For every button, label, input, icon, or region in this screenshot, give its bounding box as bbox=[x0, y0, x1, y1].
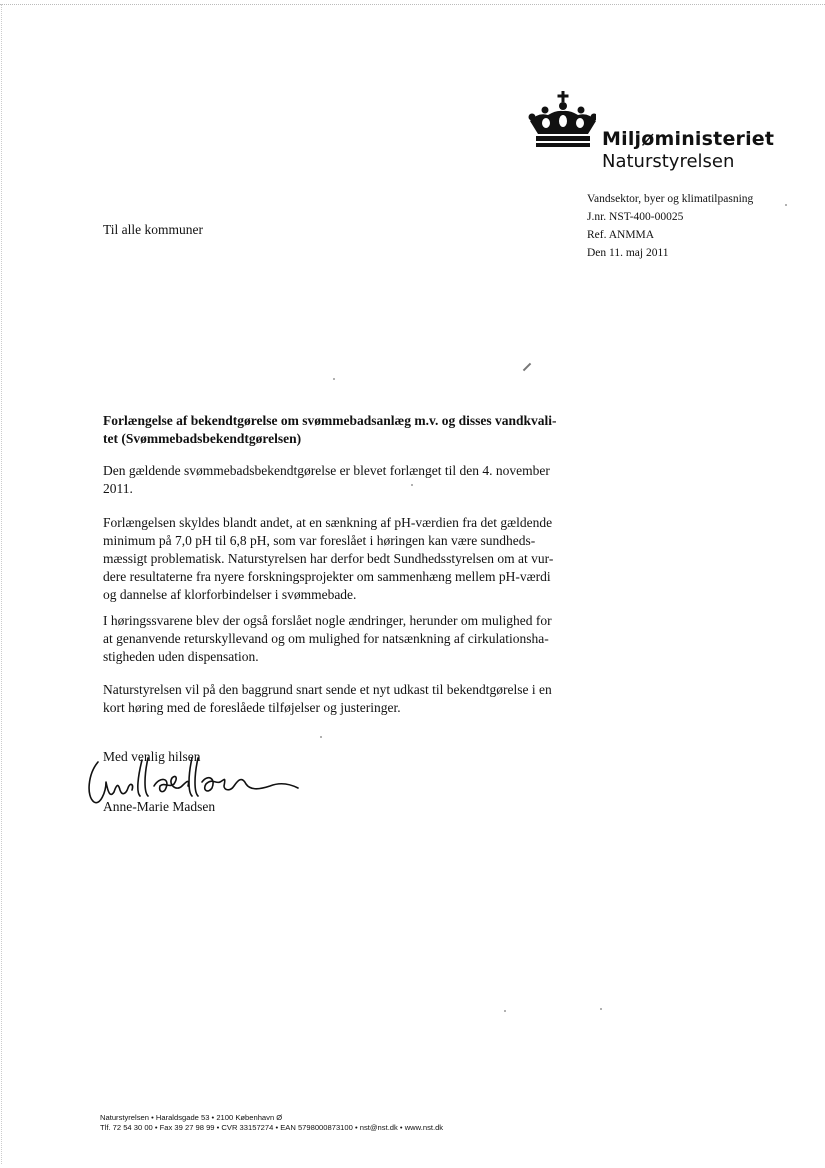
scan-speck bbox=[333, 378, 335, 380]
text-line: at genanvende returskyllevand og om mulighed for natsænkning af cirkulationsha- bbox=[103, 631, 549, 646]
text-line: 2011. bbox=[103, 481, 133, 496]
subject-line: tet (Svømmebadsbekendtgørelsen) bbox=[103, 431, 302, 446]
text-line: Forlængelsen skyldes blandt andet, at en sænkning af pH-værdien fra det gældende bbox=[103, 515, 553, 530]
text-line: stigheden uden dispensation. bbox=[103, 649, 259, 664]
scan-mark bbox=[523, 363, 531, 371]
organization-name: Miljøministeriet bbox=[602, 128, 775, 150]
paragraph-reason bbox=[103, 514, 623, 604]
letter-date: Den 11. maj 2011 bbox=[587, 247, 669, 259]
agency-name: Naturstyrelsen bbox=[602, 151, 735, 172]
reference-code: Ref. ANMMA bbox=[587, 229, 655, 241]
scan-border-top bbox=[0, 4, 825, 5]
scan-speck bbox=[411, 484, 413, 486]
text-line: I høringssvarene blev der også forslået nogle ændringer, herunder om mulighed for bbox=[103, 613, 552, 628]
closing-greeting: Med venlig hilsen bbox=[103, 749, 201, 764]
text-line: og dannelse af klorforbindelser i svømmebade. bbox=[103, 587, 357, 602]
text-line: Den gældende svømmebadsbekendtgørelse er blevet forlænget til den 4. november bbox=[103, 463, 550, 478]
text-line: mæssigt problematisk. Naturstyrelsen har derfor bedt Sundhedsstyrelsen om at vur- bbox=[103, 551, 554, 566]
footer-address bbox=[100, 1113, 443, 1133]
text-line: kort høring med de foreslåede tilføjelser og justeringer. bbox=[103, 700, 401, 715]
crown-icon bbox=[526, 90, 596, 156]
footer-line: Tlf. 72 54 30 00 • Fax 39 27 98 99 • CVR 33157274 • EAN 5798000873100 • nst@nst.dk • www.nst.dk bbox=[100, 1123, 444, 1132]
journal-number: J.nr. NST-400-00025 bbox=[587, 211, 684, 223]
paragraph-extension bbox=[103, 462, 623, 498]
scan-speck bbox=[320, 736, 322, 738]
text-line: minimum på 7,0 pH til 6,8 pH, som var foreslået i høringen kan være sundheds- bbox=[103, 533, 536, 548]
scan-speck bbox=[504, 1010, 506, 1012]
text-line: dere resultaterne fra nyere forskningsprojekter om sammenhæng mellem pH-værdi bbox=[103, 569, 551, 584]
department: Vandsektor, byer og klimatilpasning bbox=[587, 193, 754, 205]
paragraph-hearing-responses bbox=[103, 612, 623, 666]
text-line: Naturstyrelsen vil på den baggrund snart sende et nyt udkast til bekendtgørelse i en bbox=[103, 682, 552, 697]
signer-name: Anne-Marie Madsen bbox=[103, 799, 216, 814]
reference-block bbox=[587, 190, 753, 262]
paragraph-next-steps bbox=[103, 681, 623, 717]
scan-speck bbox=[785, 204, 787, 206]
subject-heading bbox=[103, 412, 623, 448]
scan-border-left bbox=[1, 4, 2, 1164]
letterhead-logo bbox=[526, 90, 775, 180]
subject-line: Forlængelse af bekendtgørelse om svømmebadsanlæg m.v. og disses vandkvali- bbox=[103, 413, 557, 428]
footer-line: Naturstyrelsen • Haraldsgade 53 • 2100 København Ø bbox=[100, 1113, 283, 1122]
scan-speck bbox=[600, 1008, 602, 1010]
recipient: Til alle kommuner bbox=[103, 222, 203, 237]
